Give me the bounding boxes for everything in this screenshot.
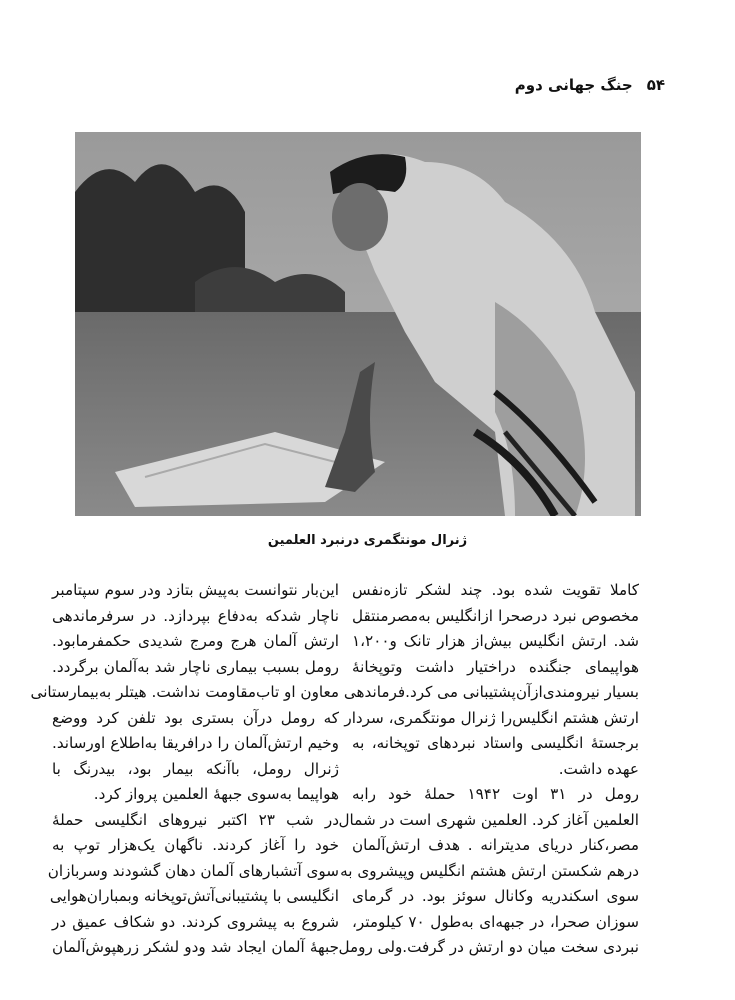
- text-line: رومل بسبب بیماری ناچار شد به‌آلمان برگردد.: [52, 657, 339, 676]
- text-line: کاملا تقویت شده بود. چند لشکر تازه‌نفس: [352, 581, 639, 599]
- text-line: این‌بار نتوانست به‌پیش بتازد ودر سوم سپتامبر: [52, 581, 339, 599]
- text-line: نبردی سخت میان دو ارتش در گرفت.ولی رومل: [338, 938, 639, 956]
- text-line: انگلیسی با پشتیبانی‌آتش‌توپخانه وبمباران‌هوایی: [49, 887, 339, 905]
- page-number: ۵۴: [646, 76, 665, 94]
- text-column-right: [338, 578, 639, 961]
- text-line: ناچار شدکه به‌دفاع بپردازد. در سرفرماندهی: [52, 606, 339, 625]
- photograph-montgomery: [75, 132, 641, 516]
- text-line: شروع به پیشروی کردند. دو شکاف عمیق در: [52, 912, 339, 931]
- text-line: سوی اسکندریه وکانال سوئز بود. در گرمای: [352, 887, 639, 905]
- text-line: ارتش آلمان هرج ومرج شدیدی حکمفرمابود.: [52, 632, 339, 650]
- text-line: عهده داشت.: [558, 759, 639, 778]
- text-line: هواپیما به‌سوی جبههٔ العلمین پرواز کرد.: [93, 785, 339, 803]
- text-line: خود را آغاز کردند. ناگهان یک‌هزار توپ به: [52, 836, 339, 854]
- text-line: وخیم ارتش‌آلمان را درافریقا به‌اطلاع اورساند.: [52, 734, 339, 752]
- text-line: مخصوص نبرد درصحرا ازانگلیس به‌مصرمنتقل: [352, 606, 639, 625]
- text-line: العلمین آغاز کرد. العلمین شهری است در شمال: [338, 810, 639, 829]
- page-header: [515, 76, 665, 94]
- text-line: جبههٔ آلمان ایجاد شد ودو لشکر زرهپوش‌آلمان: [52, 938, 339, 956]
- text-line: سوزان صحرا، در جبهه‌ای به‌طول ۷۰ کیلومتر،: [352, 912, 639, 931]
- text-line: معاون او تاب‌مقاومت نداشت. هیتلر به‌بیمارستانی: [30, 683, 339, 701]
- text-line: رومل در ۳۱ اوت ۱۹۴۲ حملهٔ خود رابه: [352, 785, 639, 803]
- text-column-left: [30, 578, 339, 961]
- text-line: که رومل درآن بستری بود تلفن کرد ووضع: [52, 708, 339, 727]
- text-line: سوی آتشبارهای آلمان دهان گشودند وسربازان: [47, 861, 339, 880]
- text-line: ژنرال رومل، باآنکه بیمار بود، بیدرنگ با: [52, 759, 339, 778]
- text-line: شد. ارتش انگلیس بیش‌از هزار تانک و۱،۲۰۰: [352, 632, 639, 650]
- text-line: درهم شکستن ارتش هشتم انگلیس وپیشروی به: [340, 861, 639, 880]
- text-line: بسیار نیرومندی‌ازآن‌پشتیبانی می کرد.فرماندهی: [343, 683, 639, 701]
- photo-illustration: [75, 132, 641, 516]
- text-line: ارتش هشتم انگلیس‌را ژنرال مونتگمری، سردار: [344, 708, 639, 727]
- text-line: مصر،کنار دریای مدیترانه . هدف ارتش‌آلمان: [352, 836, 639, 854]
- text-line: برجستهٔ انگلیسی واستاد نبردهای توپخانه، به: [352, 734, 639, 752]
- text-line: هواپیمای جنگنده دراختیار داشت وتوپخانهٔ: [352, 657, 639, 676]
- figure-caption: ژنرال مونتگمری درنبرد العلمین: [267, 533, 468, 548]
- running-title: جنگ جهانی دوم: [514, 76, 633, 94]
- text-line: در شب ۲۳ اکتبر نیروهای انگلیسی حملهٔ: [52, 810, 339, 829]
